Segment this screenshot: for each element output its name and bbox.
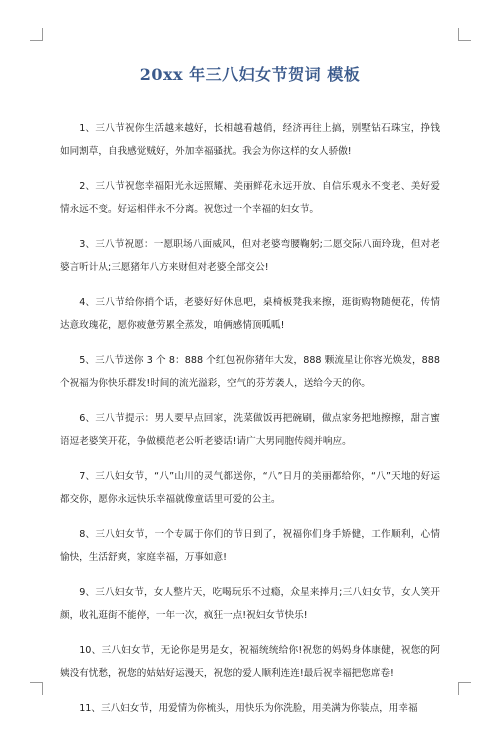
crop-mark-top-right	[458, 28, 471, 41]
paragraph-5: 5、三八节送你 3 个 8：888 个红包祝你猪年大发，888 颗流星让你容光焕发，888 个祝福为你快乐群发!时间的流光溢彩，空气的芬芳袭人，送给今天的你。	[60, 355, 440, 389]
paragraph-2: 2、三八节祝您幸福阳光永远照耀、美丽鲜花永远开放、自信乐观永不变老、美好爱情永远不变。好运相伴永不分离。祝您过一个幸福的妇女节。	[60, 181, 440, 215]
paragraph-3: 3、三八节祝愿：一愿职场八面威风，但对老婆弯腰鞠躬;二愿交际八面玲珑，但对老婆言听计从;三愿猪年八方来财但对老婆全部交公!	[60, 239, 440, 273]
paragraph-9: 9、三八妇女节，女人整片天，吃喝玩乐不过瘾，众星来捧月;三八妇女节，女人笑开颜，收礼逛街不能停，一年一次，疯狂一点!祝妇女节快乐!	[60, 587, 440, 621]
paragraph-7: 7、三八妇女节，“八”山川的灵气都送你，“八”日月的美丽都给你，“八”天地的好运都交你，愿你永远快乐幸福就像童话里可爱的公主。	[60, 471, 440, 505]
paragraph-4: 4、三八节给你捎个话，老婆好好休息吧，桌椅板凳我来擦，逛街购物随便花，传情达意玫瑰花，愿你疲惫劳累全蒸发，咱俩感情顶呱呱!	[60, 297, 440, 331]
document-body	[60, 117, 440, 732]
paragraph-11: 11、三八妇女节，用爱情为你梳头，用快乐为你洗脸，用美满为你装点，用幸福	[79, 703, 418, 714]
document-title: 20xx 年三八妇女节贺词 模板	[139, 65, 361, 84]
crop-mark-bottom-left	[30, 682, 43, 695]
paragraph-10: 10、三八妇女节，无论你是男是女，祝福统统给你!祝您的妈妈身体康健，祝您的阿姨没有忧愁，祝您的姑姑好运漫天，祝您的爱人顺利连连!最后祝幸福把您席卷!	[60, 645, 440, 679]
crop-mark-bottom-right	[458, 682, 471, 695]
paragraph-8: 8、三八妇女节，一个专属于你们的节日到了，祝福你们身手矫健，工作顺利，心情愉快，生活舒爽，家庭幸福，万事如意!	[60, 529, 440, 563]
crop-mark-top-left	[30, 28, 43, 41]
paragraph-1: 1、三八节祝你生活越来越好，长相越看越俏，经济再往上搞，别墅钻石珠宝，挣钱如同割草，自我感觉贼好，外加幸福骚扰。我会为你这样的女人骄傲!	[60, 123, 440, 157]
paragraph-6: 6、三八节提示：男人要早点回家，洗菜做饭再把碗刷，做点家务把地擦擦，甜言蜜语逗老婆笑开花，争做模范老公听老婆话!请广大男同胞传阅并响应。	[60, 413, 440, 447]
